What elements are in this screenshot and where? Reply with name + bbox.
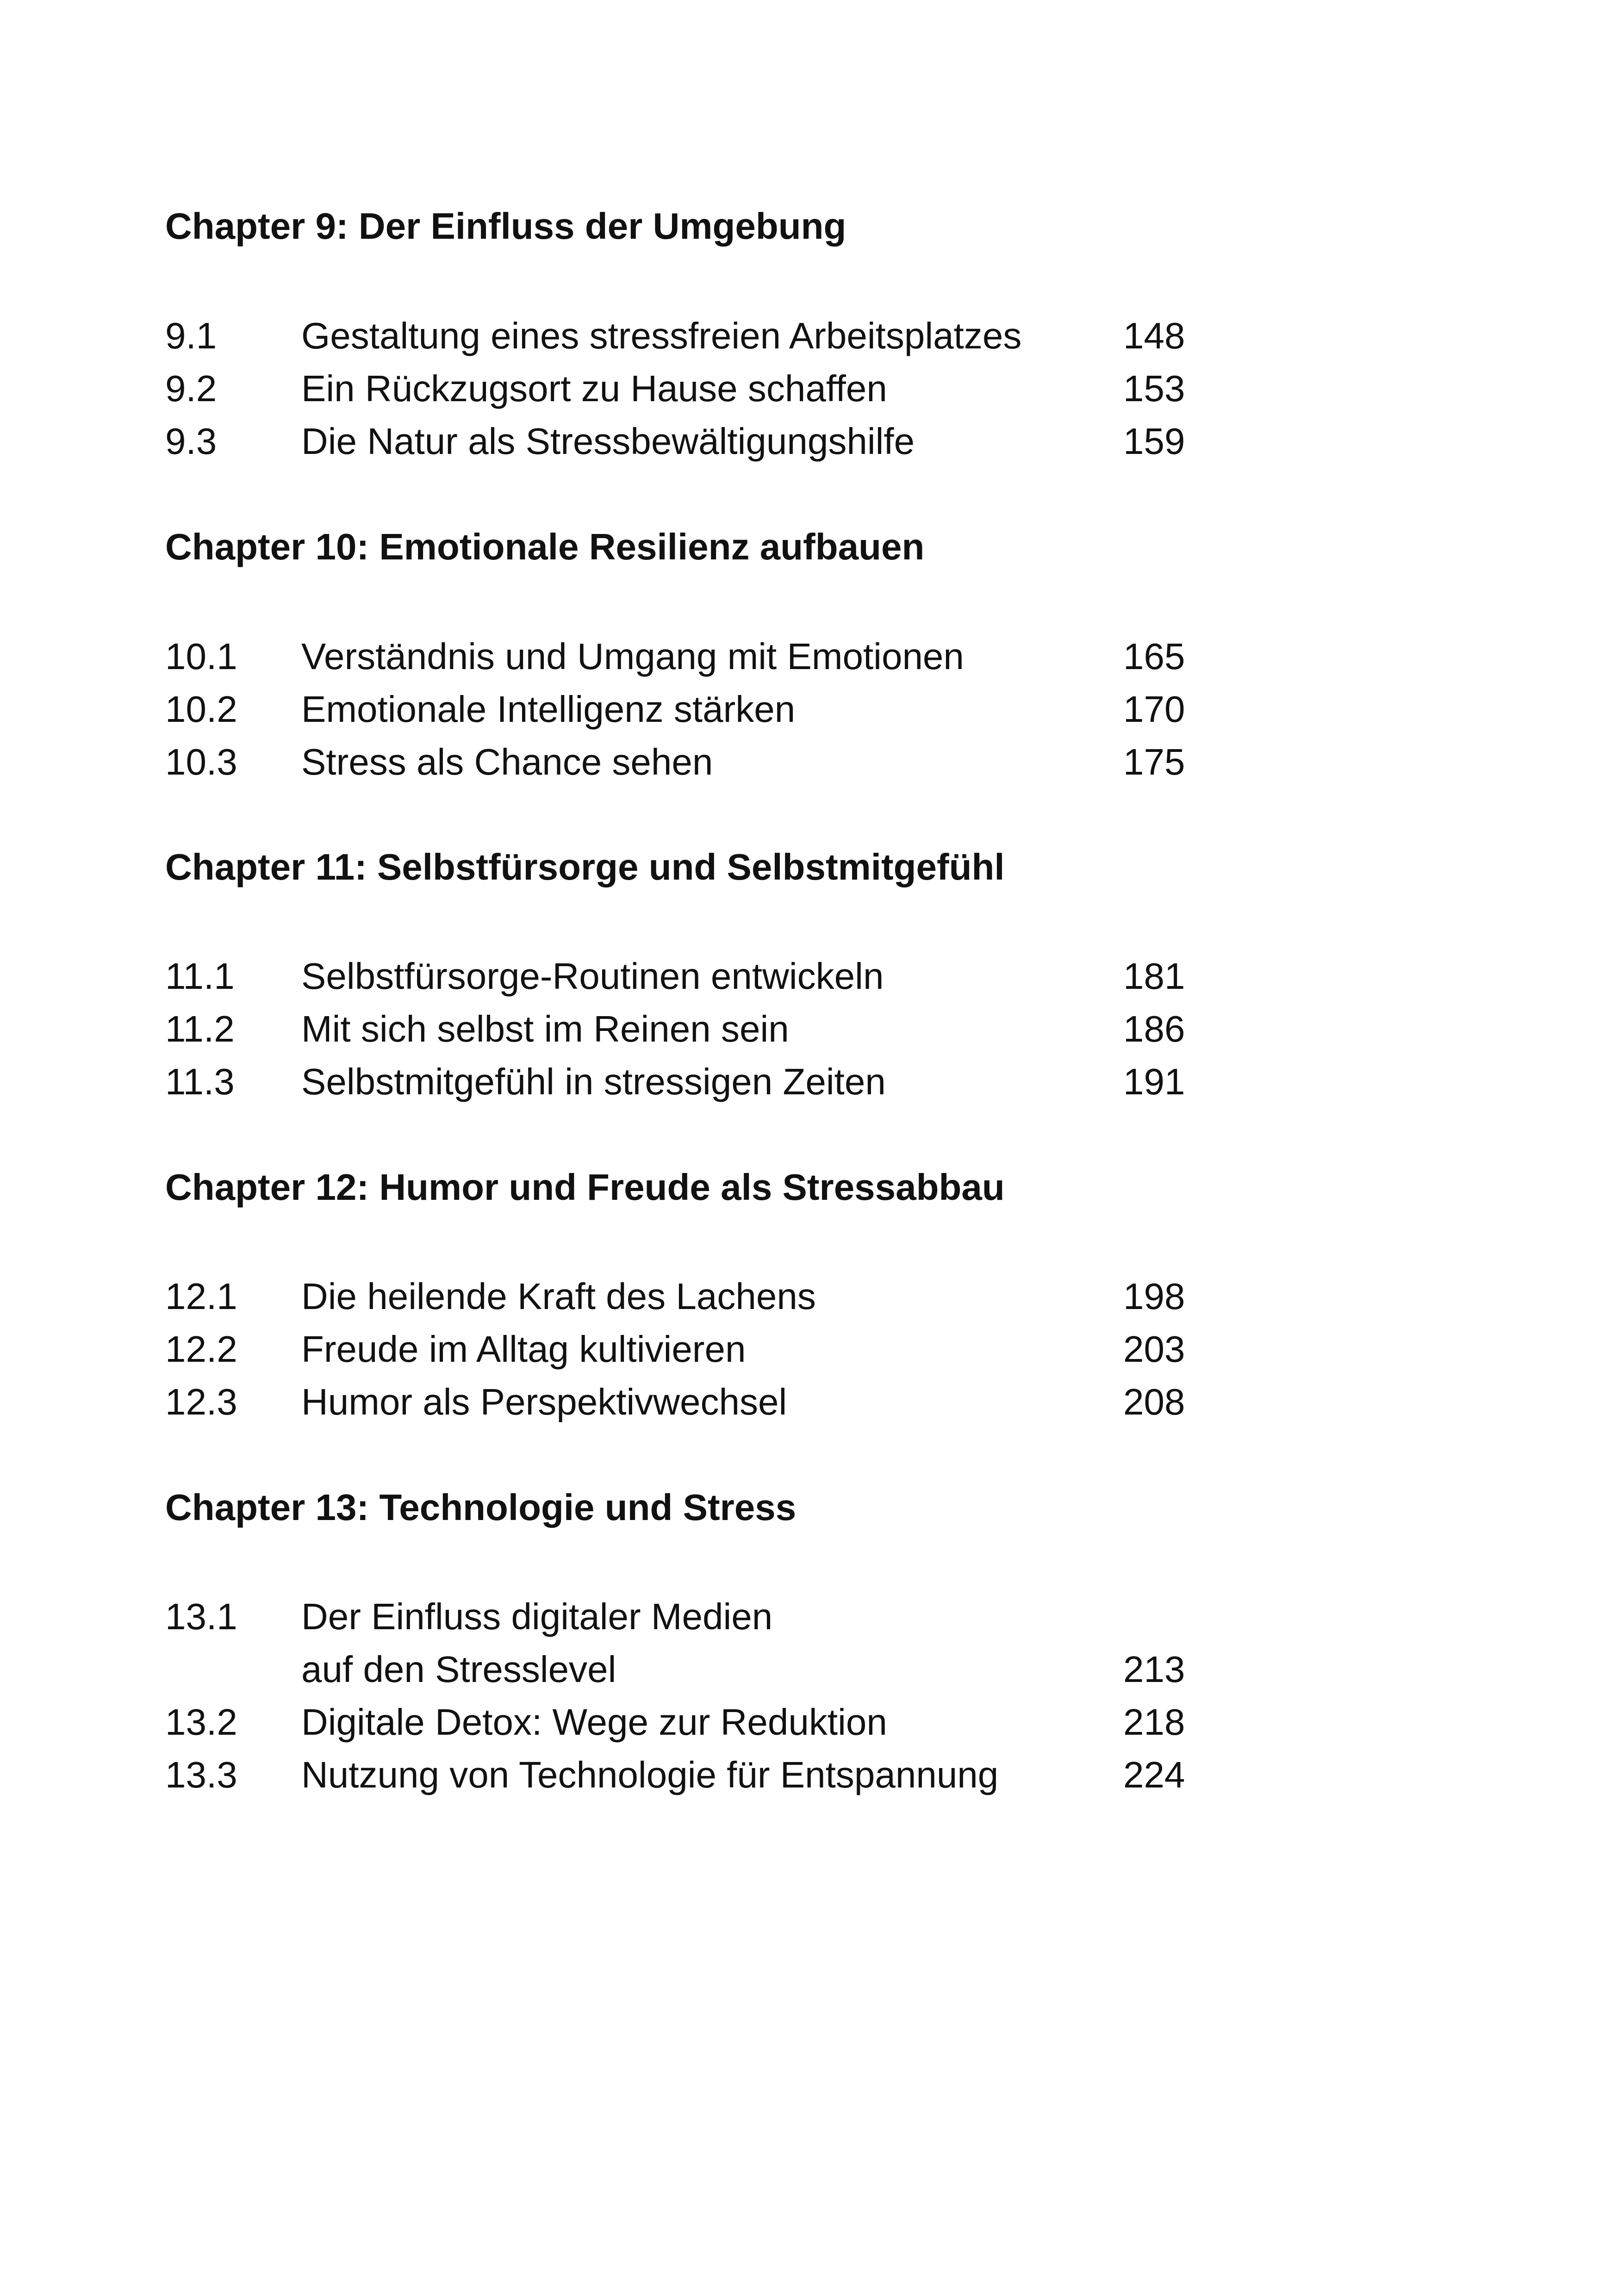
section-title: Verständnis und Umgang mit Emotionen <box>301 636 964 677</box>
page-number: 198 <box>1123 1276 1185 1317</box>
section-number: 13.1 <box>165 1596 237 1637</box>
chapter-heading: Chapter 12: Humor und Freude als Stressabbau <box>165 1167 1005 1208</box>
section-title: Nutzung von Technologie für Entspannung <box>301 1754 999 1795</box>
chapter-heading: Chapter 11: Selbstfürsorge und Selbstmitgefühl <box>165 846 1005 887</box>
page-number: 208 <box>1123 1381 1185 1422</box>
section-title: Ein Rückzugsort zu Hause schaffen <box>301 368 887 409</box>
toc-entry-continuation <box>165 1643 1461 1696</box>
toc-entry <box>165 736 1461 788</box>
section-title: Humor als Perspektivwechsel <box>301 1381 787 1422</box>
section-number: 9.3 <box>165 421 217 462</box>
section-number: 10.1 <box>165 636 237 677</box>
chapter-heading: Chapter 10: Emotionale Resilienz aufbauen <box>165 526 925 567</box>
page-number: 213 <box>1123 1649 1185 1690</box>
section-number: 11.1 <box>165 956 235 997</box>
page-number: 181 <box>1123 956 1185 997</box>
section-number: 11.3 <box>165 1061 235 1102</box>
page-number: 153 <box>1123 368 1185 409</box>
page-number: 203 <box>1123 1328 1185 1370</box>
section-number: 9.2 <box>165 368 217 409</box>
page-number: 165 <box>1123 636 1185 677</box>
page-number: 218 <box>1123 1701 1185 1743</box>
page-number: 170 <box>1123 689 1185 730</box>
section-number: 12.1 <box>165 1276 237 1317</box>
page-number: 186 <box>1123 1008 1185 1049</box>
toc-entry <box>165 310 1461 362</box>
section-title: Der Einfluss digitaler Medien <box>301 1596 773 1637</box>
section-title-continuation: auf den Stresslevel <box>301 1649 616 1690</box>
page-number: 224 <box>1123 1754 1185 1795</box>
section-number: 12.2 <box>165 1328 237 1370</box>
section-title: Die heilende Kraft des Lachens <box>301 1276 816 1317</box>
section-title: Mit sich selbst im Reinen sein <box>301 1008 789 1049</box>
section-number: 13.3 <box>165 1754 237 1795</box>
toc-entry <box>165 1323 1461 1376</box>
chapter-heading: Chapter 9: Der Einfluss der Umgebung <box>165 205 846 247</box>
page-number: 175 <box>1123 741 1185 782</box>
section-title: Selbstfürsorge-Routinen entwickeln <box>301 956 884 997</box>
chapter-heading: Chapter 13: Technologie und Stress <box>165 1487 797 1528</box>
section-title: Gestaltung eines stressfreien Arbeitsplatzes <box>301 315 1022 356</box>
section-title: Die Natur als Stressbewältigungshilfe <box>301 421 915 462</box>
toc-entry <box>165 1590 1461 1643</box>
toc-entry <box>165 1270 1461 1323</box>
section-title: Emotionale Intelligenz stärken <box>301 689 796 730</box>
section-number: 10.3 <box>165 741 237 782</box>
toc-entry <box>165 1696 1461 1749</box>
section-title: Stress als Chance sehen <box>301 741 713 782</box>
toc-entry <box>165 683 1461 736</box>
toc-entry <box>165 1055 1461 1108</box>
toc-entry <box>165 362 1461 415</box>
section-title: Digitale Detox: Wege zur Reduktion <box>301 1701 887 1743</box>
section-title: Freude im Alltag kultivieren <box>301 1328 746 1370</box>
page-number: 148 <box>1123 315 1185 356</box>
page-number: 159 <box>1123 421 1185 462</box>
section-number: 11.2 <box>165 1008 235 1049</box>
section-number: 10.2 <box>165 689 237 730</box>
section-number: 13.2 <box>165 1701 237 1743</box>
section-number: 12.3 <box>165 1381 237 1422</box>
toc-entry <box>165 630 1461 683</box>
toc-entry <box>165 1749 1461 1801</box>
section-number: 9.1 <box>165 315 217 356</box>
toc-entry <box>165 950 1461 1003</box>
toc-entry <box>165 1003 1461 1055</box>
toc-entry <box>165 1376 1461 1428</box>
section-title: Selbstmitgefühl in stressigen Zeiten <box>301 1061 886 1102</box>
toc-entry <box>165 415 1461 468</box>
page-number: 191 <box>1123 1061 1185 1102</box>
